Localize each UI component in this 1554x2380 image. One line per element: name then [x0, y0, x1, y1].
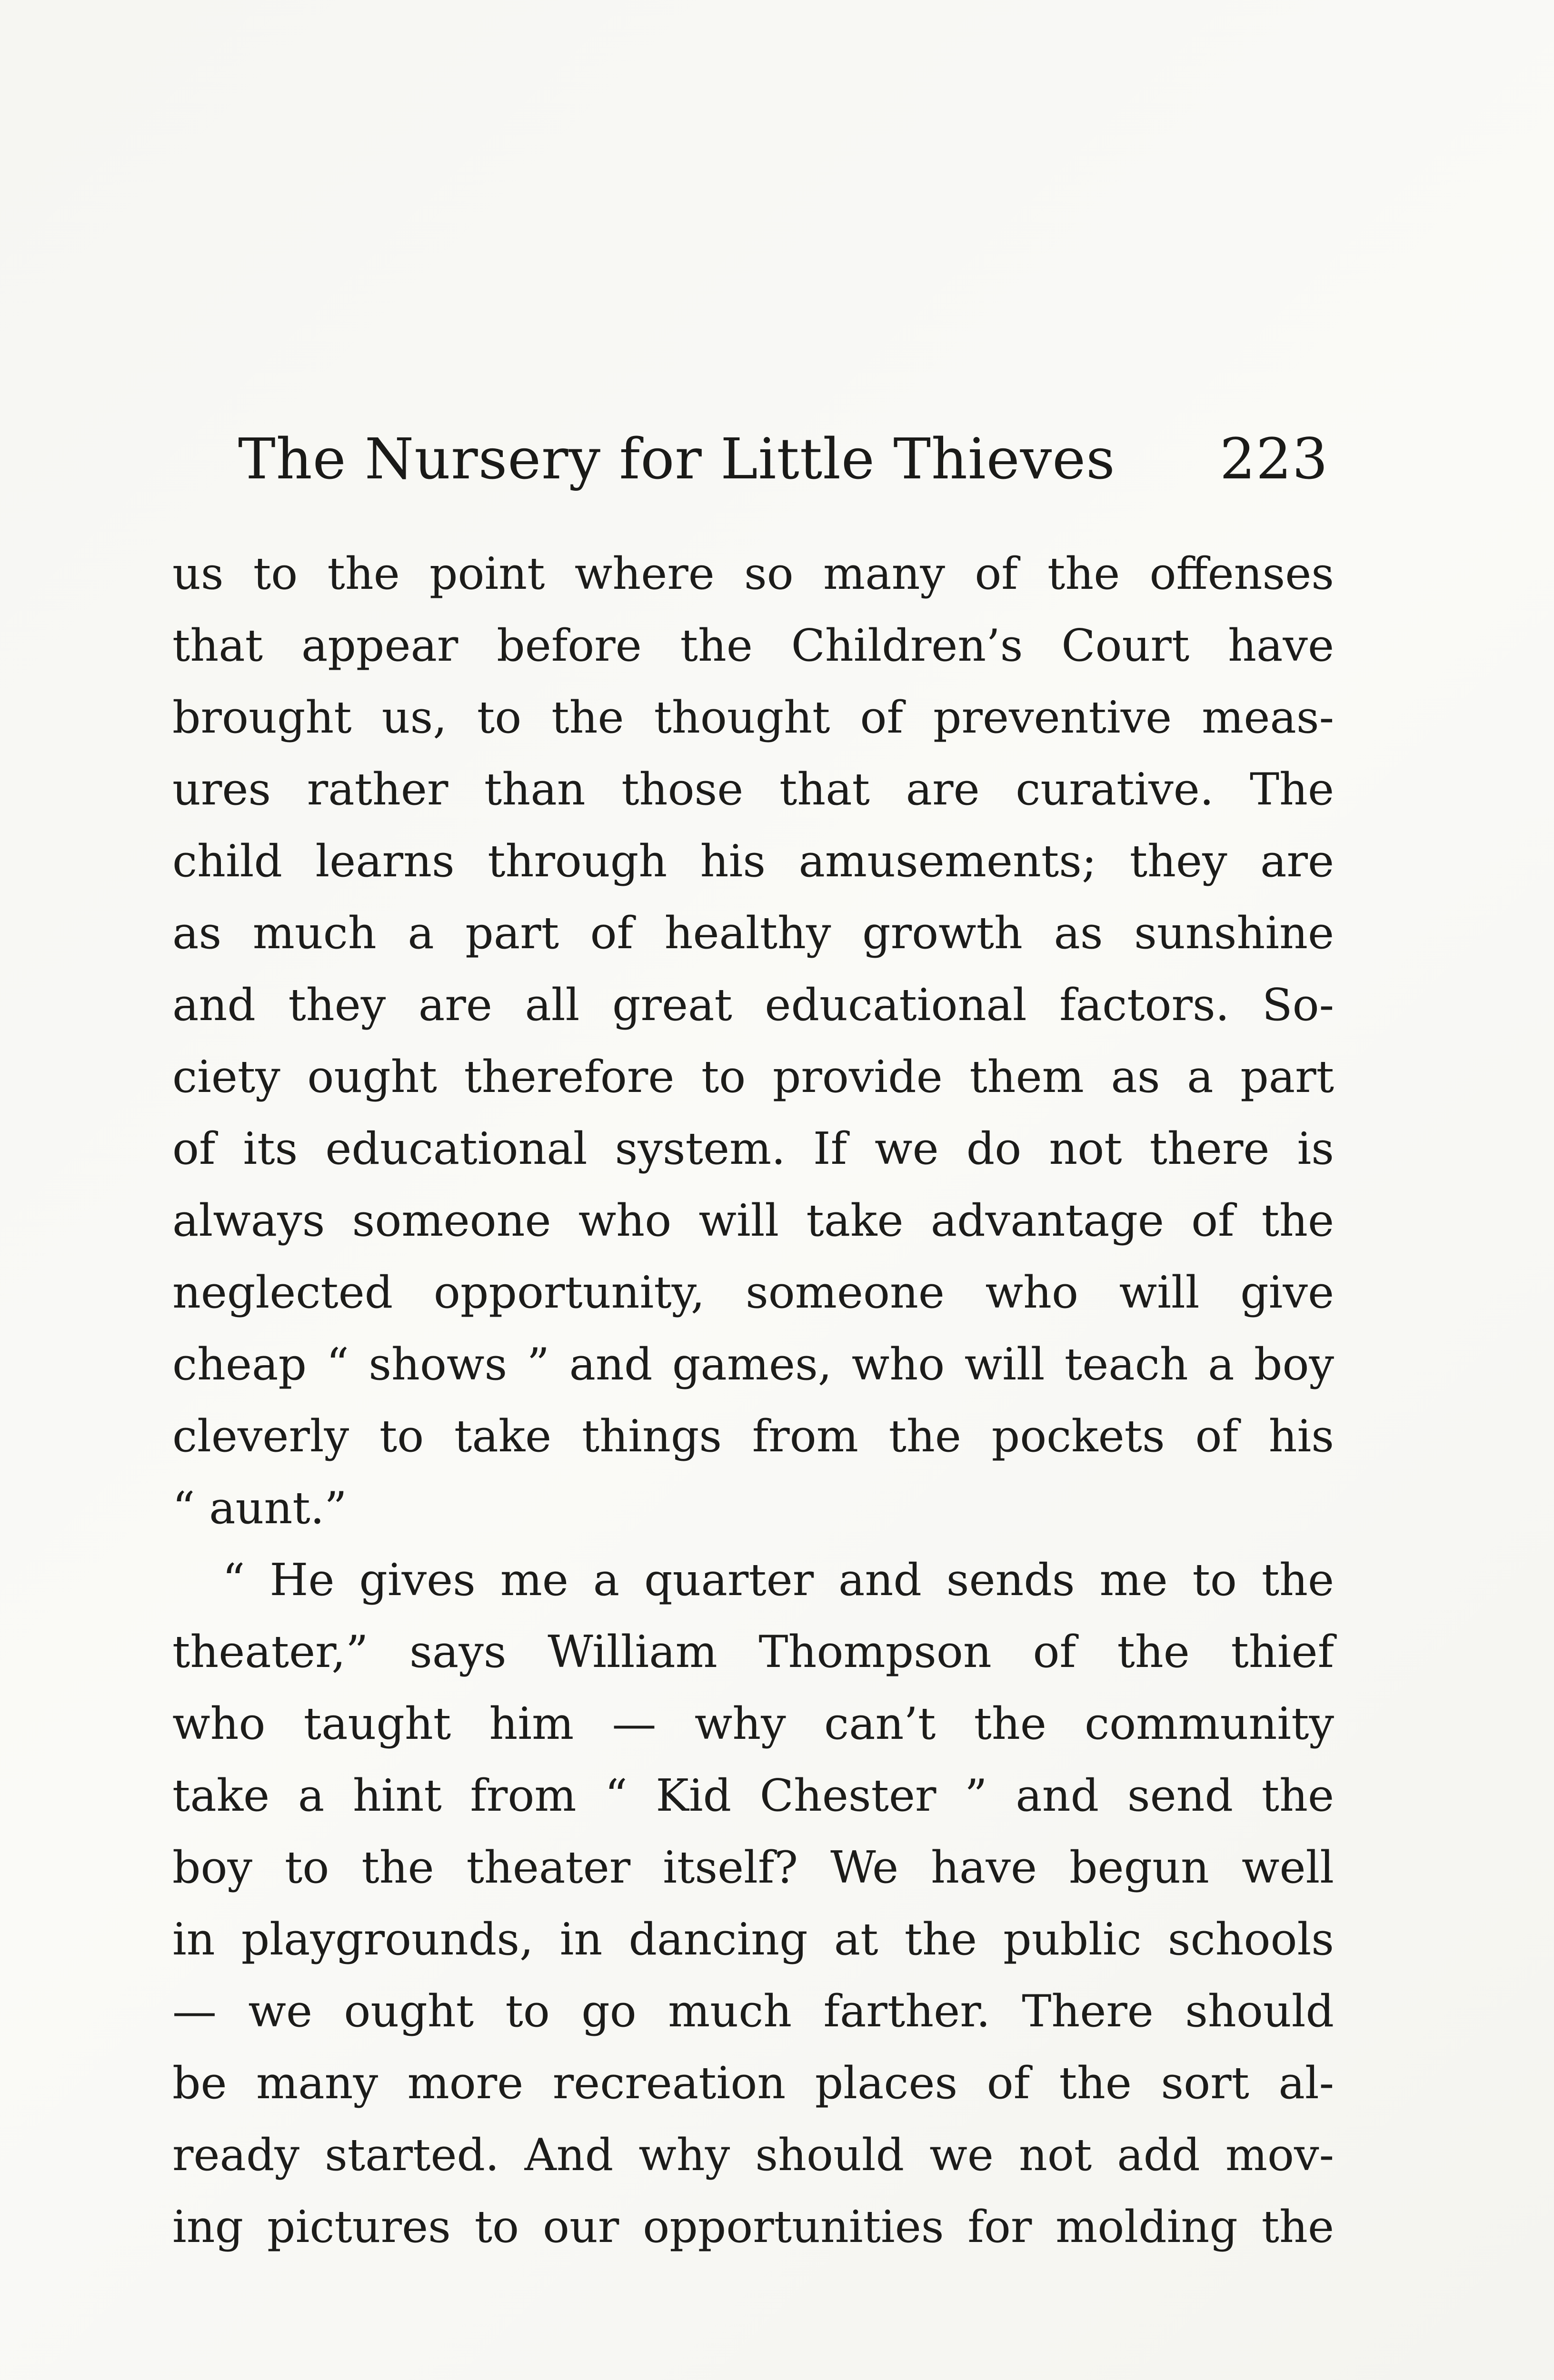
text-line: — we ought to go much farther. There should	[172, 1985, 1334, 2037]
page-number: 223	[1219, 426, 1328, 492]
text-line: cheap “ shows ” and games, who will teach a boy	[172, 1339, 1334, 1390]
text-line: always someone who will take advantage of the	[172, 1195, 1334, 1246]
text-line: be many more recreation places of the sort al-	[172, 2057, 1334, 2109]
text-line: ing pictures to our opportunities for molding the	[172, 2201, 1334, 2252]
text-line: theater,” says William Thompson of the thief	[172, 1626, 1334, 1677]
running-head	[238, 426, 1328, 512]
body-text	[172, 538, 1334, 2263]
text-line: neglected opportunity, someone who will give	[172, 1267, 1334, 1318]
text-line: cleverly to take things from the pockets of his	[172, 1410, 1334, 1462]
text-line: ready started. And why should we not add mov-	[172, 2129, 1334, 2181]
text-line: as much a part of healthy growth as sunshine	[172, 907, 1334, 959]
text-line: ures rather than those that are curative. The	[172, 764, 1334, 815]
text-line: “ aunt.”	[172, 1482, 347, 1534]
text-line: child learns through his amusements; they are	[172, 835, 1334, 887]
text-line: take a hint from “ Kid Chester ” and send the	[172, 1770, 1334, 1821]
running-head-title: The Nursery for Little Thieves	[238, 426, 1116, 492]
text-line: boy to the theater itself? We have begun well	[172, 1842, 1334, 1893]
text-line: in playgrounds, in dancing at the public schools	[172, 1914, 1334, 1965]
text-line: brought us, to the thought of preventive meas-	[172, 692, 1334, 743]
text-line: that appear before the Children’s Court have	[172, 620, 1334, 671]
text-line: ciety ought therefore to provide them as a part	[172, 1051, 1334, 1102]
text-line: us to the point where so many of the offenses	[172, 548, 1334, 599]
text-line: and they are all great educational factors. So-	[172, 979, 1334, 1031]
text-line: of its educational system. If we do not there is	[172, 1123, 1334, 1174]
text-line: who taught him — why can’t the community	[172, 1698, 1334, 1749]
text-line: “ He gives me a quarter and sends me to the	[222, 1554, 1334, 1606]
